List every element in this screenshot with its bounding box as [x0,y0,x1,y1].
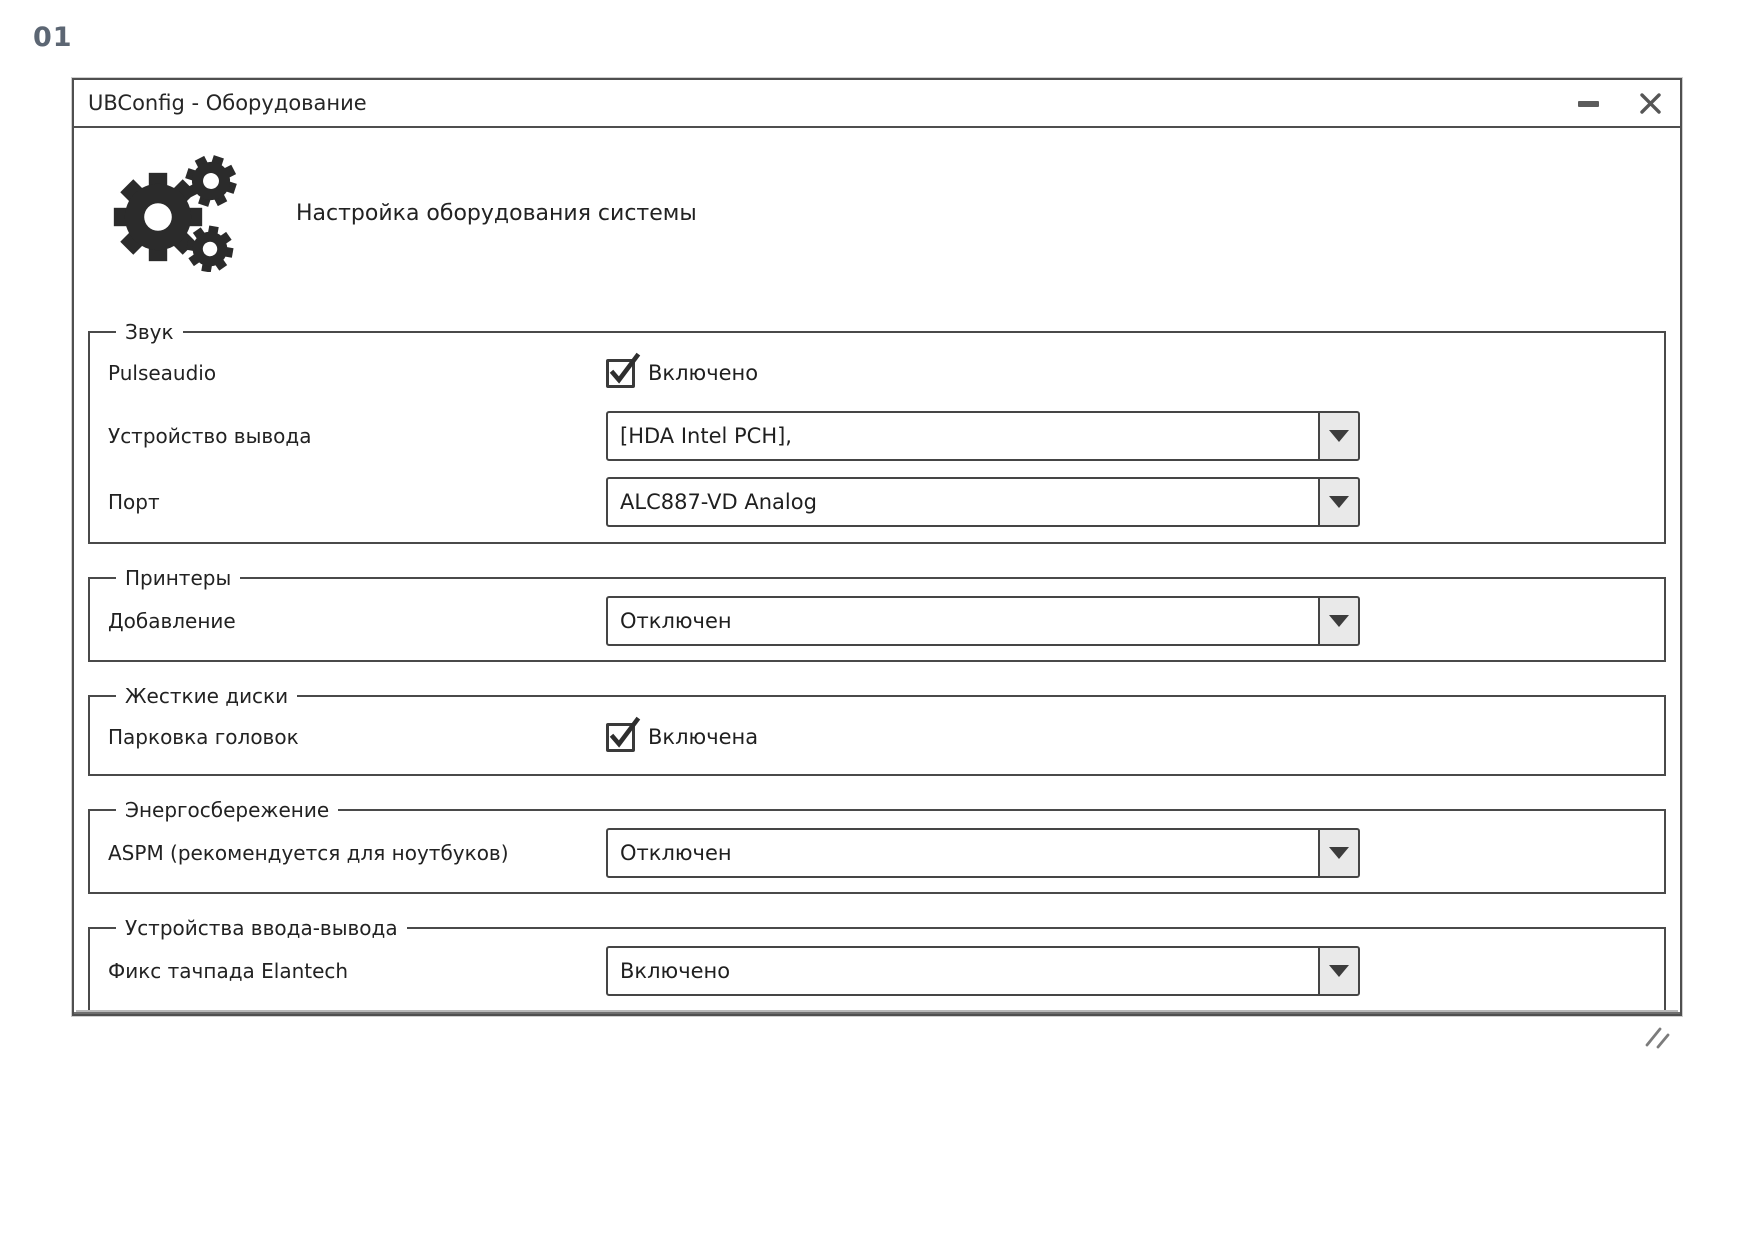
checkbox-caption: Включено [648,361,759,385]
header-row [112,154,1666,272]
title-bar[interactable] [74,80,1680,128]
dropdown-value: ALC887-VD Analog [620,490,817,514]
group-power-saving-legend: Энергосбережение [125,798,330,822]
dropdown-arrow-button[interactable] [1318,413,1358,459]
status-bar [74,1012,1680,1059]
setting-row-head-parking [108,714,1648,760]
checkbox-checked-icon[interactable] [606,359,635,388]
window-content [74,128,1680,1012]
dropdown-value: Отключен [620,609,732,633]
chevron-down-icon [1329,965,1349,977]
setting-label: Pulseaudio [108,361,217,385]
group-hard-disks-legend: Жесткие диски [125,684,289,708]
setting-row-printer-add [108,596,1648,646]
group-io-devices-legend: Устройства ввода-вывода [125,916,398,940]
group-io-devices [88,916,1666,1012]
ubconfig-window [72,78,1682,1016]
minimize-button[interactable] [1577,98,1601,108]
setting-row-port [108,476,1648,528]
setting-label: Порт [108,490,160,514]
group-power-saving [88,798,1666,894]
pulseaudio-checkbox[interactable] [606,359,758,388]
resize-grip-icon[interactable] [1640,1024,1672,1050]
setting-row-aspm [108,828,1648,878]
printer-add-dropdown[interactable] [606,596,1360,646]
setting-row-pulseaudio [108,350,1648,396]
group-sound [88,320,1666,544]
dropdown-arrow-button[interactable] [1318,479,1358,525]
dropdown-arrow-button[interactable] [1318,598,1358,644]
setting-row-elantech-fix [108,946,1648,996]
setting-label: Добавление [108,609,236,633]
group-sound-legend: Звук [125,320,174,344]
close-icon [1639,92,1662,115]
checkbox-caption: Включена [648,725,759,749]
close-button[interactable] [1639,92,1662,115]
chevron-down-icon [1329,847,1349,859]
setting-label: Устройство вывода [108,424,312,448]
elantech-fix-dropdown[interactable] [606,946,1360,996]
aspm-dropdown[interactable] [606,828,1360,878]
group-printers-legend: Принтеры [125,566,232,590]
group-printers [88,566,1666,662]
page-number-label: 01 [33,22,73,53]
dropdown-value: Отключен [620,841,732,865]
gears-icon [112,154,240,272]
dropdown-arrow-button[interactable] [1318,948,1358,994]
chevron-down-icon [1329,615,1349,627]
chevron-down-icon [1329,496,1349,508]
chevron-down-icon [1329,430,1349,442]
setting-label: ASPM (рекомендуется для ноутбуков) [108,841,509,865]
setting-label: Парковка головок [108,725,299,749]
window-title: UBConfig - Оборудование [88,91,367,115]
head-parking-checkbox[interactable] [606,723,758,752]
dropdown-value: [HDA Intel PCH], [620,424,792,448]
dialog-subtitle: Настройка оборудования системы [296,200,697,226]
minimize-icon [1577,98,1601,108]
checkbox-checked-icon[interactable] [606,723,635,752]
setting-row-output-device [108,410,1648,462]
port-dropdown[interactable] [606,477,1360,527]
group-hard-disks [88,684,1666,776]
dropdown-value: Включено [620,959,731,983]
dropdown-arrow-button[interactable] [1318,830,1358,876]
output-device-dropdown[interactable] [606,411,1360,461]
setting-label: Фикс тачпада Elantech [108,959,349,983]
